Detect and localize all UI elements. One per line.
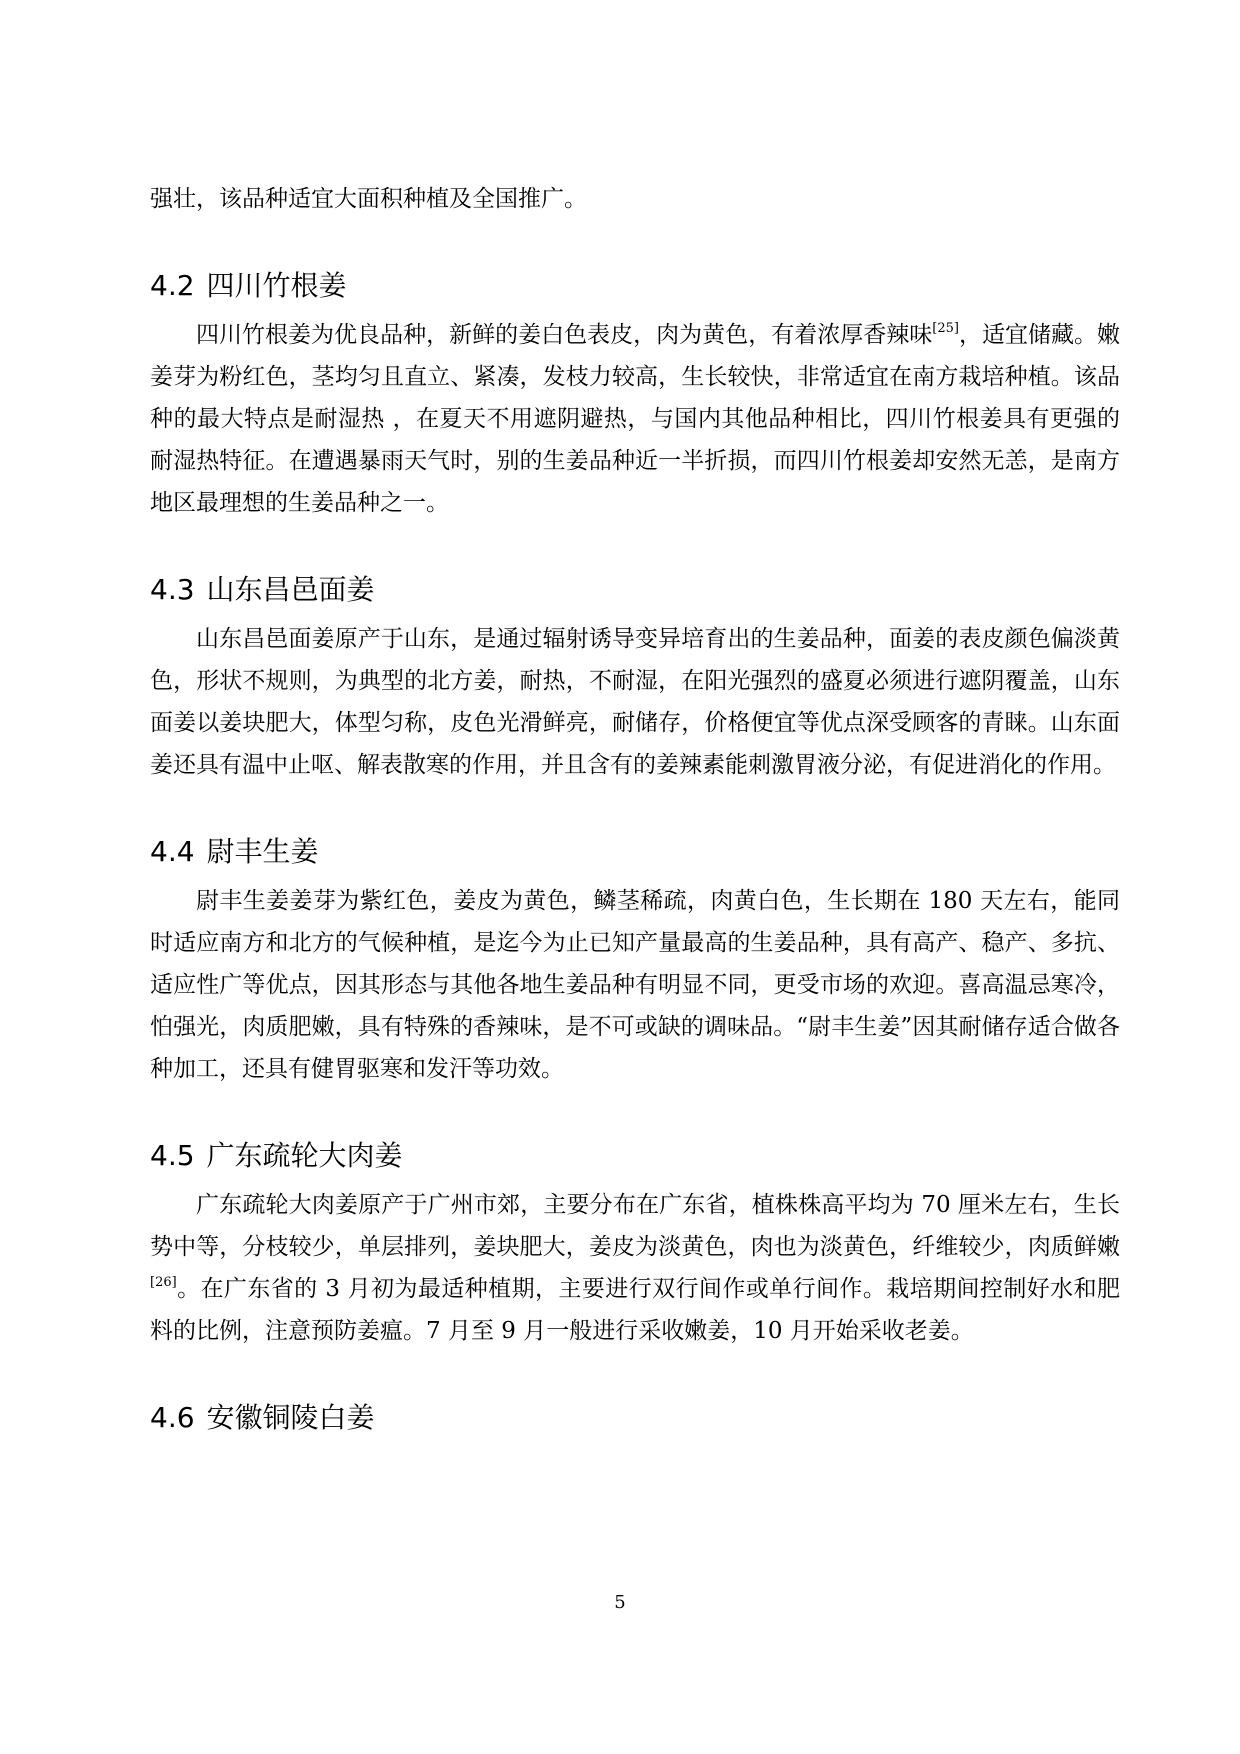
- section-title: 广东疏轮大肉姜: [206, 1139, 403, 1172]
- section-number: 4.6: [150, 1401, 195, 1434]
- citation-reference: [25]: [932, 321, 959, 337]
- citation-reference: [26]: [150, 1275, 177, 1291]
- section-heading: [150, 570, 1120, 610]
- section-heading: [150, 1136, 1120, 1176]
- page-content: [150, 178, 1120, 1446]
- sections-container: [150, 266, 1120, 1438]
- continued-paragraph: 强壮，该品种适宜大面积种植及全国推广。: [150, 186, 587, 212]
- section-paragraph: [150, 1184, 1120, 1352]
- section: [150, 266, 1120, 524]
- page-number: 5: [614, 1592, 626, 1613]
- section-number: 4.2: [150, 269, 195, 302]
- section-paragraph: [150, 314, 1120, 524]
- section-paragraph: [150, 618, 1120, 786]
- section-paragraph: [150, 880, 1120, 1090]
- section: [150, 570, 1120, 786]
- section-title: 四川竹根姜: [206, 269, 347, 302]
- paragraph-text: ，适宜储藏。嫩姜芽为粉红色，茎均匀且直立、紧凑，发枝力较高，生长较快，非常适宜在南方栽培种植。该品种的最大特点是耐湿热 ，在夏天不用遮阴避热，与国内其他品种相比，四川竹根姜具有更强的耐湿热特征。在遭遇暴雨天气时，别的生姜品种近一半折损，而四川竹根姜却安然无恙，是南方地区最理想的生姜品种之一。: [150, 322, 1121, 516]
- paragraph-text: 。在广东省的 3 月初为最适种植期，主要进行双行间作或单行间作。栽培期间控制好水和肥料的比例，注意预防姜瘟。7 月至 9 月一般进行采收嫩姜，10 月开始采收老姜。: [150, 1276, 1120, 1344]
- section: [150, 1136, 1120, 1352]
- section: [150, 1398, 1120, 1438]
- section-heading: [150, 832, 1120, 872]
- section-heading: [150, 1398, 1120, 1438]
- section-number: 4.5: [150, 1139, 195, 1172]
- paragraph-text: 四川竹根姜为优良品种，新鲜的姜白色表皮，肉为黄色，有着浓厚香辣味: [196, 322, 933, 348]
- section-title: 尉丰生姜: [206, 835, 319, 868]
- section-title: 安徽铜陵白姜: [206, 1401, 375, 1434]
- paragraph-text: 尉丰生姜姜芽为紫红色，姜皮为黄色，鳞茎稀疏，肉黄白色，生长期在 180 天左右，能同时适应南方和北方的气候种植，是迄今为止已知产量最高的生姜品种，具有高产、稳产、多抗、适应性广等优点，因其形态与其他各地生姜品种有明显不同，更受市场的欢迎。喜高温忌寒冷，怕强光，肉质肥嫩，具有特殊的香辣味，是不可或缺的调味品。“尉丰生姜”因其耐储存适合做各种加工，还具有健胃驱寒和发汗等功效。: [150, 888, 1120, 1082]
- paragraph-text: 山东昌邑面姜原产于山东，是通过辐射诱导变异培育出的生姜品种，面姜的表皮颜色偏淡黄色，形状不规则，为典型的北方姜，耐热，不耐湿，在阳光强烈的盛夏必须进行遮阴覆盖，山东面姜以姜块肥大，体型匀称，皮色光滑鲜亮，耐储存，价格便宜等优点深受顾客的青睐。山东面姜还具有温中止呕、解表散寒的作用，并且含有的姜辣素能刺激胃液分泌，有促进消化的作用。: [150, 626, 1120, 778]
- paragraph-text: 广东疏轮大肉姜原产于广州市郊，主要分布在广东省，植株株高平均为 70 厘米左右，生长势中等，分枝较少，单层排列，姜块肥大，姜皮为淡黄色，肉也为淡黄色，纤维较少，肉质鲜嫩: [150, 1192, 1120, 1260]
- section-number: 4.3: [150, 573, 195, 606]
- section-number: 4.4: [150, 835, 195, 868]
- section: [150, 832, 1120, 1090]
- section-heading: [150, 266, 1120, 306]
- section-title: 山东昌邑面姜: [206, 573, 375, 606]
